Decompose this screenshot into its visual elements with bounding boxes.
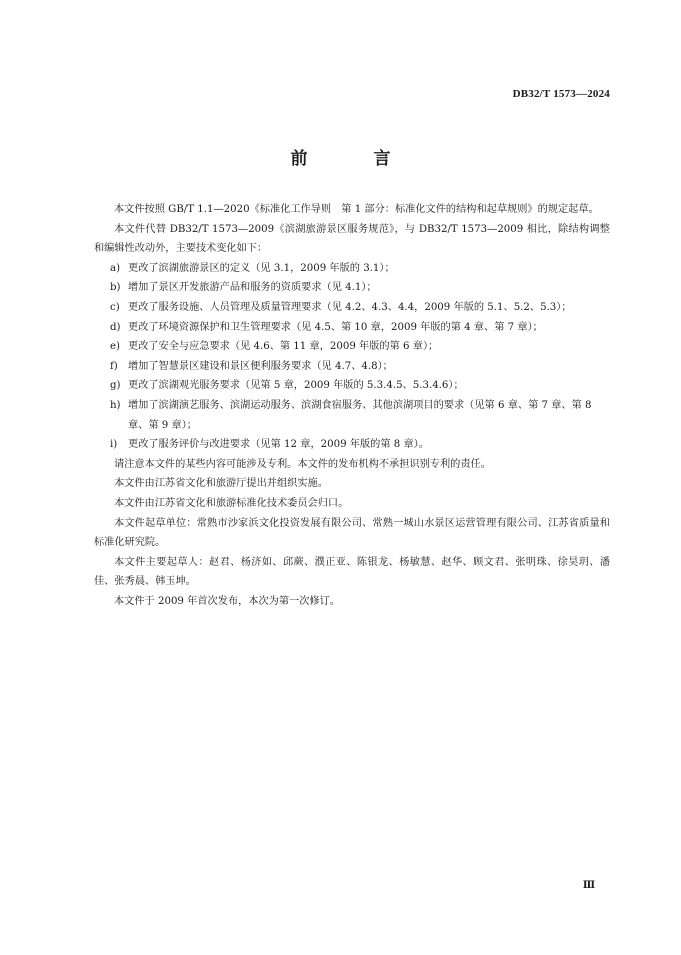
change-item-text: 增加了智慧景区建设和景区便利服务要求（见 4.7、4.8）； [128,360,393,372]
change-item-g [94,376,610,396]
change-item-i [94,435,610,455]
change-item-label: e) [110,341,121,353]
standard-number: DB32/T 1573—2024 [512,88,610,100]
change-item-text: 更改了环境资源保护和卫生管理要求（见 4.5、第 10 章，2009 年版的第 4 章、第 7 章）； [128,321,543,333]
change-item-b [94,278,610,298]
drafting-units-paragraph: 本文件起草单位：常熟市沙家浜文化投资发展有限公司、常熟一城山水景区运营管理有限公司、江苏省质量和标准化研究院。 [94,517,610,549]
change-item-text: 更改了安全与应急要求（见 4.6、第 11 章，2009 年版的第 6 章）； [128,341,439,353]
change-item-text: 更改了服务设施、人员管理及质量管理要求（见 4.2、4.3、4.4，2009 年版的 5.1、5.2、5.3）； [128,301,572,313]
patent-notice: 请注意本文件的某些内容可能涉及专利。本文件的发布机构不承担识别专利的责任。 [114,458,491,470]
change-item-label: a) [110,262,121,274]
change-item-label: h) [110,399,121,411]
change-item-text: 增加了景区开发旅游产品和服务的资质要求（见 4.1）； [128,282,377,294]
centralized-by-paragraph: 本文件由江苏省文化和旅游标准化技术委员会归口。 [114,497,349,509]
change-item-h [94,396,610,435]
change-item-text: 更改了服务评价与改进要求（见第 12 章，2009 年版的第 8 章）。 [128,439,429,451]
foreword-body [94,200,610,611]
proposer-paragraph: 本文件由江苏省文化和旅游厅提出并组织实施。 [114,478,328,490]
change-item-text: 增加了滨湖演艺服务、滨湖运动服务、滨湖食宿服务、其他滨湖项目的要求（见第 6 章、第 7 章、第 8 章、第 9 章）； [128,399,592,431]
change-item-c [94,298,610,318]
change-item-a [94,259,610,279]
change-item-text: 更改了滨湖旅游景区的定义（见 3.1，2009 年版的 3.1）； [128,262,395,274]
change-item-label: c) [110,301,120,313]
intro-paragraph-2: 本文件代替 DB32/T 1573—2009《滨湖旅游景区服务规范》，与 DB32/T 1573—2009 相比，除结构调整和编辑性改动外，主要技术变化如下： [94,223,610,255]
change-item-text: 更改了滨湖观光服务要求（见第 5 章，2009 年版的 5.3.4.5、5.3.4.6）； [128,380,464,392]
change-item-label: i) [110,439,118,451]
change-item-label: g) [110,380,121,392]
publication-history-paragraph: 本文件于 2009 年首次发布，本次为第一次修订。 [114,595,340,607]
change-item-label: d) [110,321,121,333]
change-item-e [94,337,610,357]
page-title: 前 言 [290,149,421,169]
change-item-f [94,357,610,377]
change-item-label: f) [110,360,118,372]
change-item-d [94,318,610,338]
page-number: Ⅲ [582,880,595,891]
change-item-label: b) [110,282,121,294]
drafters-paragraph: 本文件主要起草人：赵君、杨济如、邱蕨、濮正亚、陈银龙、杨敏慧、赵华、顾文君、张明珠、徐昊玥、潘佳、张秀晨、韩玉坤。 [94,556,610,588]
intro-paragraph-1: 本文件按照 GB/T 1.1—2020《标准化工作导则 第 1 部分：标准化文件的结构和起草规则》的规定起草。 [114,204,599,215]
